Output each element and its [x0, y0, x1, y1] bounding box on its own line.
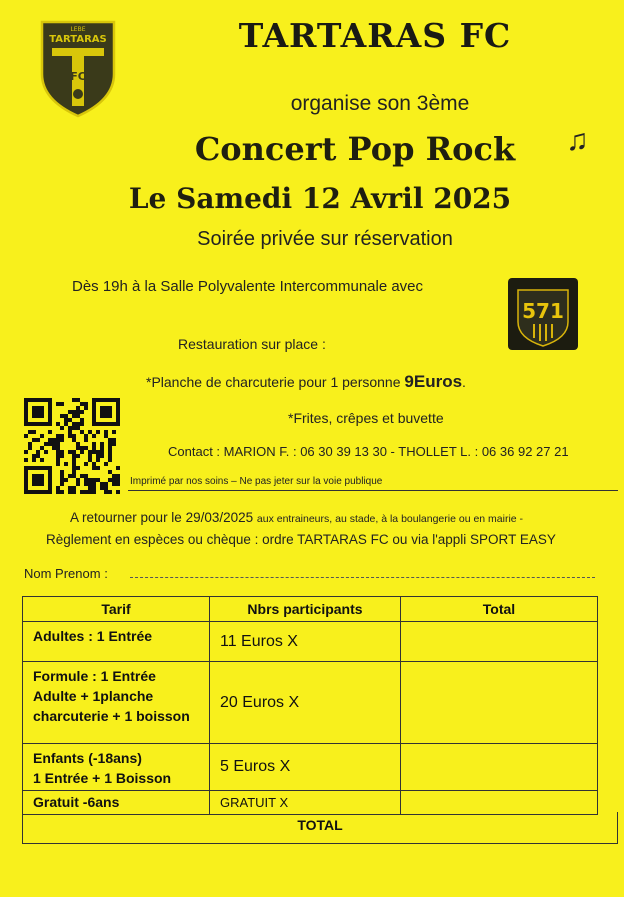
club-title: TARTARAS FC — [238, 16, 512, 55]
table-row — [23, 662, 598, 744]
total-cell[interactable] — [401, 622, 598, 662]
event-date: Le Samedi 12 Avril 2025 — [128, 182, 512, 215]
table-row — [23, 744, 598, 791]
price-cell: 5 Euros X — [210, 744, 401, 791]
qr-code-icon[interactable] — [24, 398, 120, 494]
private-notice: Soirée privée sur réservation — [197, 228, 453, 250]
printed-notice: Imprimé par nos soins – Ne pas jeter sur la voie publique — [130, 476, 383, 487]
tarif-line: Formule : 1 Entrée — [33, 668, 156, 684]
header-participants: Nbrs participants — [210, 597, 401, 622]
club-crest-logo — [38, 18, 118, 118]
crest-monogram: FC — [70, 70, 86, 83]
venue-text: Dès 19h à la Salle Polyvalente Intercommunale avec — [72, 278, 424, 295]
crest-small-text: LEBE — [70, 26, 86, 33]
tarif-cell — [23, 791, 210, 815]
football-icon — [73, 89, 83, 99]
fries-offer: *Frites, crêpes et buvette — [288, 410, 444, 426]
table-row — [23, 791, 598, 815]
total-cell[interactable] — [401, 662, 598, 744]
plank-price: 9Euros — [404, 372, 463, 391]
table-row — [23, 622, 598, 662]
event-title: Concert Pop Rock — [194, 130, 516, 168]
tarif-line: Enfants (-18ans) — [33, 750, 142, 766]
crest-top-text: TARTARAS — [49, 34, 107, 45]
subtitle: organise son 3ème — [290, 92, 470, 115]
payment-instructions: Règlement en espèces ou chèque : ordre TARTARAS FC ou via l'appli SPORT EASY — [46, 532, 556, 547]
header-total: Total — [401, 597, 598, 622]
return-places: aux entraineurs, au stade, à la boulangerie ou en mairie - — [256, 513, 524, 525]
return-instructions — [70, 510, 523, 525]
header-tarif: Tarif — [23, 597, 210, 622]
badge-number: 571 — [522, 299, 564, 323]
tarif-line: Adulte + 1planche — [33, 688, 154, 704]
contact-info: Contact : MARION F. : 06 30 39 13 30 - THOLLET L. : 06 36 92 27 21 — [168, 444, 569, 459]
plank-text: *Planche de charcuterie pour 1 personne — [146, 374, 405, 390]
pricing-table — [22, 596, 598, 815]
total-cell[interactable] — [401, 744, 598, 791]
tarif-line: Adultes : 1 Entrée — [33, 628, 153, 644]
price-cell: 20 Euros X — [210, 662, 401, 744]
total-row[interactable]: TOTAL — [22, 812, 618, 844]
total-cell[interactable] — [401, 791, 598, 815]
tarif-line: 1 Entrée + 1 Boisson — [33, 770, 172, 786]
tarif-line: charcuterie + 1 boisson — [33, 708, 190, 724]
tarif-cell — [23, 662, 210, 744]
return-main: A retourner pour le 29/03/2025 — [70, 510, 257, 525]
table-header-row — [23, 597, 598, 622]
music-note-icon: ♫ — [566, 124, 589, 157]
plank-end: . — [462, 374, 466, 390]
restaurant-label: Restauration sur place : — [178, 336, 326, 352]
band-badge-logo — [508, 278, 578, 350]
price-cell: 11 Euros X — [210, 622, 401, 662]
price-cell: GRATUIT X — [210, 791, 401, 815]
tarif-cell — [23, 744, 210, 791]
tarif-line: Gratuit -6ans — [33, 794, 120, 810]
tarif-cell — [23, 622, 210, 662]
name-field[interactable] — [130, 577, 595, 578]
divider — [128, 490, 618, 491]
name-label: Nom Prenom : — [24, 566, 108, 581]
plank-offer — [146, 372, 466, 392]
